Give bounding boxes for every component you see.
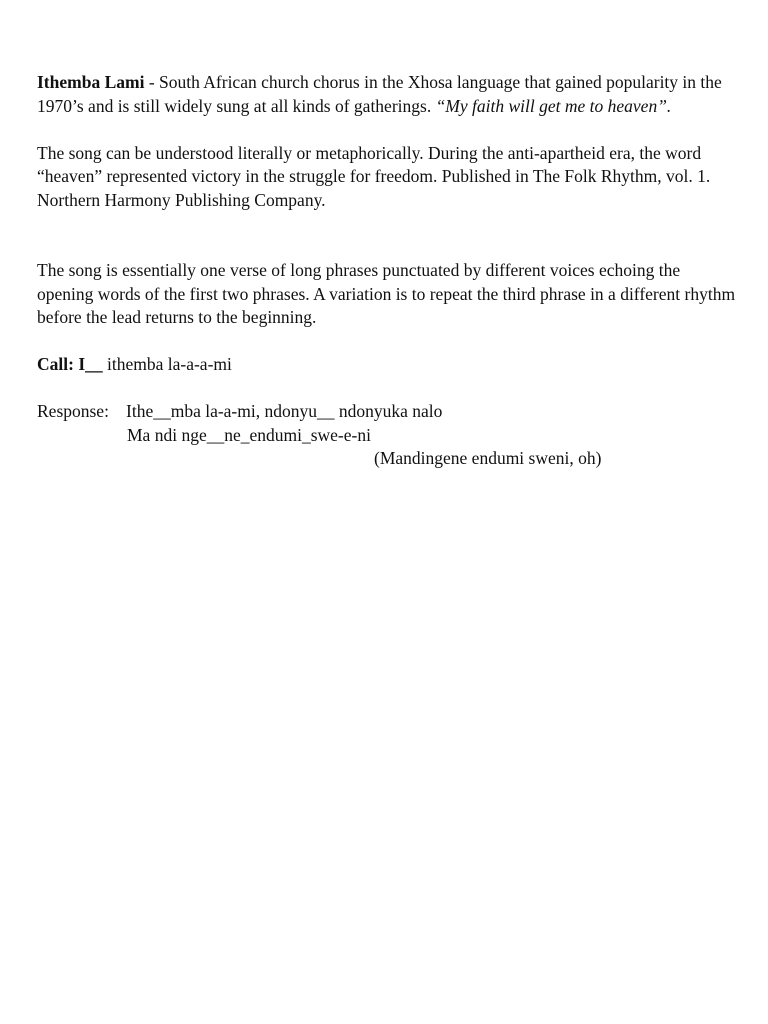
response-label: Response: (37, 401, 109, 421)
response-row-2 (37, 424, 737, 448)
response-row-1 (37, 400, 737, 424)
response-line-1: Ithe__mba la-a-mi, ndonyu__ ndonyuka nalo (126, 401, 443, 421)
response-row-3 (37, 447, 737, 471)
structure-paragraph: The song is essentially one verse of long phrases punctuated by different voices echoing the opening words of the first two phrases. A variation is to repeat the third phrase in a different rhythm before the lead returns to the beginning. (37, 260, 736, 327)
song-title: Ithemba Lami (37, 72, 145, 92)
response-line-3: (Mandingene endumi sweni, oh) (374, 448, 602, 468)
call-text: ithemba la-a-a-mi (102, 354, 232, 374)
intro-paragraph (37, 71, 737, 118)
spacer (37, 330, 737, 354)
call-line (37, 353, 737, 377)
document-page (37, 71, 737, 471)
faith-quote: “My faith will get me to heaven”. (435, 95, 672, 116)
meaning-paragraph: The song can be understood literally or metaphorically. During the anti-apartheid era, the word “heaven” represented victory in the struggle for freedom. Published in The Folk Rhythm, vol. 1. Northern Harmony Publishing Company. (37, 142, 711, 210)
spacer (37, 212, 737, 259)
intro-text: - South African church chorus in the Xhosa language that gained popularity in the 1970’s and is still widely sung at all kinds of gatherings. (37, 72, 722, 116)
response-line-2: Ma ndi nge__ne_endumi_swe-e-ni (127, 424, 371, 445)
spacer (37, 118, 737, 142)
call-label: Call: I__ (37, 354, 103, 374)
spacer (37, 377, 737, 401)
